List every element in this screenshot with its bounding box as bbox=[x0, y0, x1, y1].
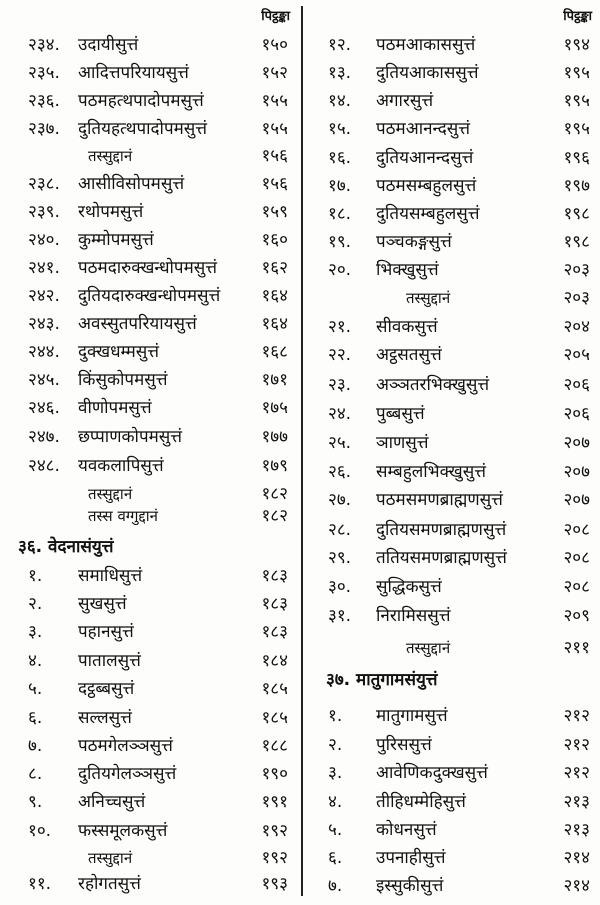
toc-row bbox=[306, 845, 600, 871]
toc-row bbox=[0, 171, 300, 197]
entry-page-number: १८५ bbox=[261, 679, 288, 699]
toc-row bbox=[306, 116, 600, 142]
entry-number: ६. bbox=[328, 848, 343, 868]
entry-number: २७. bbox=[328, 490, 352, 510]
entry-page-number: १७१ bbox=[261, 370, 288, 390]
toc-summary-row bbox=[0, 845, 300, 871]
entry-number: २९. bbox=[328, 548, 352, 568]
entry-page-number: २०६ bbox=[563, 375, 590, 395]
entry-number: ८. bbox=[28, 764, 43, 784]
entry-title: भिक्खुसुत्तं bbox=[376, 260, 439, 280]
entry-page-number: १७५ bbox=[261, 398, 288, 418]
toc-row bbox=[0, 199, 300, 225]
entry-page-number: १९८ bbox=[563, 204, 590, 224]
entry-page-number: १९८ bbox=[563, 232, 590, 252]
entry-number: २. bbox=[328, 735, 343, 755]
entry-number: ४. bbox=[328, 792, 343, 812]
entry-page-number: १५९ bbox=[261, 202, 288, 222]
toc-row bbox=[306, 430, 600, 456]
toc-row bbox=[0, 339, 300, 365]
entry-title: तस्स वग्गुद्दानं bbox=[88, 507, 158, 525]
entry-page-number: १८५ bbox=[261, 708, 288, 728]
toc-row bbox=[0, 311, 300, 337]
entry-page-number: २०७ bbox=[563, 433, 590, 453]
toc-row bbox=[306, 229, 600, 255]
toc-row bbox=[0, 227, 300, 253]
section-heading bbox=[0, 534, 300, 560]
entry-page-number: २१४ bbox=[563, 848, 590, 868]
toc-row bbox=[306, 732, 600, 758]
entry-title: सीवकसुत्तं bbox=[376, 317, 438, 337]
toc-row bbox=[306, 789, 600, 815]
entry-number: ७. bbox=[328, 876, 343, 896]
toc-row bbox=[0, 563, 300, 589]
entry-title: तस्सुद्दानं bbox=[406, 639, 451, 657]
entry-number: ३. bbox=[28, 622, 43, 642]
entry-number: ४. bbox=[28, 651, 43, 671]
entry-title: उदायीसुत्तं bbox=[78, 35, 139, 55]
entry-page-number: २०८ bbox=[563, 548, 590, 568]
toc-row bbox=[0, 32, 300, 58]
entry-page-number: १८४ bbox=[261, 651, 288, 671]
entry-title: आवेणिकदुक्खसुत्तं bbox=[376, 763, 488, 783]
entry-title: आसीविसोपमसुत्तं bbox=[78, 174, 185, 194]
entry-number: १८. bbox=[328, 204, 352, 224]
entry-page-number: २०७ bbox=[563, 462, 590, 482]
entry-page-number: १९१ bbox=[261, 792, 288, 812]
toc-row bbox=[0, 283, 300, 309]
entry-number: २३७. bbox=[28, 119, 60, 139]
entry-title: आदित्तपरियायसुत्तं bbox=[78, 63, 189, 83]
toc-row bbox=[306, 760, 600, 786]
entry-page-number: १८३ bbox=[261, 566, 288, 586]
entry-page-number: १९७ bbox=[563, 176, 590, 196]
entry-page-number: १७९ bbox=[261, 456, 288, 476]
entry-title: पठमआकाससुत्तं bbox=[376, 35, 476, 55]
section-heading bbox=[306, 667, 600, 693]
entry-number: ६. bbox=[28, 708, 43, 728]
entry-page-number: १८२ bbox=[261, 484, 288, 504]
entry-page-number: २०८ bbox=[563, 577, 590, 597]
entry-number: २४६. bbox=[28, 398, 60, 418]
entry-page-number: १६८ bbox=[261, 342, 288, 362]
entry-title: सुखसुत्तं bbox=[78, 594, 127, 614]
toc-row bbox=[0, 367, 300, 393]
entry-title: वीणोपमसुत्तं bbox=[78, 398, 152, 418]
toc-row bbox=[0, 395, 300, 421]
entry-number: १७. bbox=[328, 176, 352, 196]
entry-number: १५. bbox=[328, 119, 352, 139]
entry-number: १. bbox=[328, 706, 343, 726]
entry-number: २३८. bbox=[28, 174, 60, 194]
entry-number: २३. bbox=[328, 375, 352, 395]
entry-number: २२. bbox=[328, 345, 352, 365]
toc-row bbox=[306, 703, 600, 729]
toc-row bbox=[306, 32, 600, 58]
toc-row bbox=[306, 88, 600, 114]
toc-row bbox=[0, 619, 300, 645]
entry-page-number: १५५ bbox=[261, 91, 288, 111]
entry-title: रथोपमसुत्तं bbox=[78, 202, 144, 222]
entry-page-number: २०६ bbox=[563, 404, 590, 424]
entry-title: तस्सुद्दानं bbox=[406, 289, 451, 307]
entry-title: निरामिससुत्तं bbox=[376, 606, 451, 626]
entry-number: १२. bbox=[328, 35, 352, 55]
toc-row bbox=[0, 761, 300, 787]
entry-page-number: १६२ bbox=[261, 258, 288, 278]
toc-row bbox=[306, 517, 600, 543]
toc-summary-row bbox=[306, 285, 600, 311]
entry-page-number: २०९ bbox=[563, 606, 590, 626]
entry-page-number: १६४ bbox=[261, 314, 288, 334]
entry-number: ३. bbox=[328, 763, 343, 783]
entry-number: २४०. bbox=[28, 230, 60, 250]
entry-number: २४१. bbox=[28, 258, 60, 278]
toc-row bbox=[306, 545, 600, 571]
entry-number: १३. bbox=[328, 63, 352, 83]
entry-title: पठमहत्थपादोपमसुत्तं bbox=[78, 91, 204, 111]
toc-summary-row bbox=[0, 143, 300, 169]
entry-title: दुतियहत्थपादोपमसुत्तं bbox=[78, 119, 208, 139]
toc-row bbox=[0, 871, 300, 897]
entry-page-number: १९० bbox=[261, 764, 288, 784]
entry-page-number: २१४ bbox=[563, 876, 590, 896]
entry-title: दुतियआनन्दसुत्तं bbox=[376, 148, 474, 168]
entry-page-number: २१२ bbox=[563, 763, 590, 783]
entry-title: पठमआनन्दसुत्तं bbox=[376, 119, 471, 139]
entry-page-number: १८८ bbox=[261, 736, 288, 756]
entry-page-number: १९५ bbox=[563, 119, 590, 139]
toc-row bbox=[306, 342, 600, 368]
entry-page-number: १९५ bbox=[563, 91, 590, 111]
toc-row bbox=[0, 733, 300, 759]
entry-title: अवस्सुतपरियायसुत्तं bbox=[78, 314, 197, 334]
entry-page-number: २०८ bbox=[563, 520, 590, 540]
entry-title: सल्लसुत्तं bbox=[78, 708, 132, 728]
entry-title: सुद्धिकसुत्तं bbox=[376, 577, 442, 597]
entry-number: ५. bbox=[328, 820, 343, 840]
toc-row bbox=[0, 255, 300, 281]
entry-page-number: १५० bbox=[261, 35, 288, 55]
entry-number: ५. bbox=[28, 679, 43, 699]
toc-summary-row bbox=[0, 503, 300, 529]
column-divider bbox=[301, 6, 303, 896]
entry-number: ३१. bbox=[328, 606, 352, 626]
entry-title: दुतियदारुक्खन्धोपमसुत्तं bbox=[78, 286, 221, 306]
entry-title: अनिच्चसुत्तं bbox=[78, 792, 146, 812]
entry-page-number: १५६ bbox=[261, 174, 288, 194]
toc-row bbox=[306, 873, 600, 899]
entry-title: पहानसुत्तं bbox=[78, 622, 134, 642]
entry-title: कोधनसुत्तं bbox=[376, 820, 437, 840]
toc-row bbox=[0, 60, 300, 86]
entry-title: पठमसम्बहुलसुत्तं bbox=[376, 176, 477, 196]
entry-number: २६. bbox=[328, 462, 352, 482]
entry-number: १९. bbox=[328, 232, 352, 252]
toc-row bbox=[0, 818, 300, 844]
toc-row bbox=[306, 314, 600, 340]
entry-number: १४. bbox=[328, 91, 352, 111]
entry-number: २८. bbox=[328, 520, 352, 540]
entry-title: इस्सुकीसुत्तं bbox=[376, 876, 444, 896]
page-number-header: पिट्ठङ्का bbox=[261, 9, 290, 24]
entry-title: दुतियसम्बहुलसुत्तं bbox=[376, 204, 480, 224]
toc-row bbox=[0, 676, 300, 702]
entry-page-number: २०४ bbox=[563, 317, 590, 337]
entry-title: तस्सुद्दानं bbox=[88, 849, 133, 867]
entry-number: १०. bbox=[28, 821, 52, 841]
section-title: ३७. मातुगामसंयुत्तं bbox=[326, 670, 438, 690]
toc-row bbox=[306, 574, 600, 600]
entry-title: मातुगामसुत्तं bbox=[376, 706, 448, 726]
entry-page-number: १९३ bbox=[261, 874, 288, 894]
toc-row bbox=[306, 257, 600, 283]
toc-summary-row bbox=[306, 635, 600, 661]
toc-row bbox=[0, 424, 300, 450]
entry-title: समाधिसुत्तं bbox=[78, 566, 143, 586]
toc-row bbox=[0, 88, 300, 114]
entry-page-number: २१२ bbox=[563, 735, 590, 755]
entry-title: कुम्मोपमसुत्तं bbox=[78, 230, 154, 250]
entry-title: किंसुकोपमसुत्तं bbox=[78, 370, 168, 390]
entry-title: दुक्खधम्मसुत्तं bbox=[78, 342, 160, 362]
entry-page-number: १८२ bbox=[261, 506, 288, 526]
entry-title: अगारसुत्तं bbox=[376, 91, 434, 111]
entry-page-number: १८३ bbox=[261, 622, 288, 642]
entry-page-number: १९५ bbox=[563, 63, 590, 83]
toc-row bbox=[0, 705, 300, 731]
toc-row bbox=[0, 591, 300, 617]
entry-number: २४४. bbox=[28, 342, 60, 362]
entry-number: ७. bbox=[28, 736, 43, 756]
entry-title: पातालसुत्तं bbox=[78, 651, 141, 671]
entry-title: यवकलापिसुत्तं bbox=[78, 456, 164, 476]
page-number-header: पिट्ठङ्का bbox=[563, 9, 592, 24]
entry-title: दट्ठब्बसुत्तं bbox=[78, 679, 135, 699]
entry-number: २३५. bbox=[28, 63, 60, 83]
entry-number: २३६. bbox=[28, 91, 60, 111]
toc-row bbox=[0, 453, 300, 479]
entry-number: ३०. bbox=[328, 577, 352, 597]
entry-title: तस्सुद्दानं bbox=[88, 485, 133, 503]
entry-page-number: २०५ bbox=[563, 345, 590, 365]
entry-page-number: १५५ bbox=[261, 119, 288, 139]
entry-title: उपनाहीसुत्तं bbox=[376, 848, 446, 868]
toc-row bbox=[306, 145, 600, 171]
toc-row bbox=[306, 372, 600, 398]
entry-number: २४. bbox=[328, 404, 352, 424]
entry-number: १. bbox=[28, 566, 43, 586]
entry-page-number: २०७ bbox=[563, 490, 590, 510]
entry-title: तस्सुद्दानं bbox=[88, 147, 133, 165]
entry-title: दुतियसमणब्राह्मणसुत्तं bbox=[376, 520, 507, 540]
entry-title: छप्पाणकोपमसुत्तं bbox=[78, 427, 183, 447]
toc-row bbox=[306, 817, 600, 843]
entry-number: २०. bbox=[328, 260, 352, 280]
entry-page-number: १६४ bbox=[261, 286, 288, 306]
entry-title: पुरिससुत्तं bbox=[376, 735, 432, 755]
entry-page-number: २१३ bbox=[563, 820, 590, 840]
toc-row bbox=[0, 648, 300, 674]
entry-title: ञाणसुत्तं bbox=[376, 433, 429, 453]
entry-title: अञ्ञतरभिक्खुसुत्तं bbox=[376, 375, 490, 395]
toc-row bbox=[306, 60, 600, 86]
entry-title: तीहिधम्मेहिसुत्तं bbox=[376, 792, 466, 812]
entry-title: अट्ठसतसुत्तं bbox=[376, 345, 442, 365]
entry-number: २. bbox=[28, 594, 43, 614]
entry-page-number: २१३ bbox=[563, 792, 590, 812]
entry-number: २३९. bbox=[28, 202, 60, 222]
entry-page-number: १६० bbox=[261, 230, 288, 250]
entry-title: रहोगतसुत्तं bbox=[78, 874, 141, 894]
section-title: ३६. वेदनासंयुत्तं bbox=[18, 537, 114, 557]
toc-row bbox=[306, 401, 600, 427]
entry-title: दुतियआकाससुत्तं bbox=[376, 63, 479, 83]
entry-title: पठमगेलञ्ञसुत्तं bbox=[78, 736, 173, 756]
entry-number: २४२. bbox=[28, 286, 60, 306]
entry-page-number: १९२ bbox=[261, 848, 288, 868]
entry-title: पुब्बसुत्तं bbox=[376, 404, 425, 424]
entry-title: ततियसमणब्राह्मणसुत्तं bbox=[376, 548, 507, 568]
entry-page-number: २१२ bbox=[563, 706, 590, 726]
entry-number: २३४. bbox=[28, 35, 60, 55]
toc-row bbox=[306, 201, 600, 227]
toc-row bbox=[0, 116, 300, 142]
entry-title: सम्बहुलभिक्खुसुत्तं bbox=[376, 462, 486, 482]
entry-number: २४८. bbox=[28, 456, 60, 476]
toc-row bbox=[0, 789, 300, 815]
entry-number: २५. bbox=[328, 433, 352, 453]
entry-number: ९. bbox=[28, 792, 43, 812]
entry-page-number: १९६ bbox=[563, 148, 590, 168]
entry-page-number: १९२ bbox=[261, 821, 288, 841]
entry-number: २१. bbox=[328, 317, 352, 337]
toc-row bbox=[306, 603, 600, 629]
entry-page-number: १५६ bbox=[261, 146, 288, 166]
entry-page-number: २०३ bbox=[563, 288, 590, 308]
entry-page-number: १५२ bbox=[261, 63, 288, 83]
entry-title: पञ्चकङ्गसुत्तं bbox=[376, 232, 452, 252]
entry-page-number: १९४ bbox=[563, 35, 590, 55]
entry-title: फस्समूलकसुत्तं bbox=[78, 821, 168, 841]
entry-page-number: १८३ bbox=[261, 594, 288, 614]
entry-title: पठमदारुक्खन्धोपमसुत्तं bbox=[78, 258, 217, 278]
entry-number: २४५. bbox=[28, 370, 60, 390]
toc-row bbox=[306, 487, 600, 513]
entry-number: २४३. bbox=[28, 314, 60, 334]
toc-row bbox=[306, 459, 600, 485]
entry-page-number: २११ bbox=[563, 638, 590, 658]
entry-number: १६. bbox=[328, 148, 352, 168]
entry-page-number: २०३ bbox=[563, 260, 590, 280]
toc-row bbox=[306, 173, 600, 199]
entry-page-number: १७७ bbox=[261, 427, 288, 447]
entry-title: पठमसमणब्राह्मणसुत्तं bbox=[376, 490, 503, 510]
entry-title: दुतियगेलञ्ञसुत्तं bbox=[78, 764, 177, 784]
entry-number: २४७. bbox=[28, 427, 60, 447]
entry-number: ११. bbox=[28, 874, 52, 894]
